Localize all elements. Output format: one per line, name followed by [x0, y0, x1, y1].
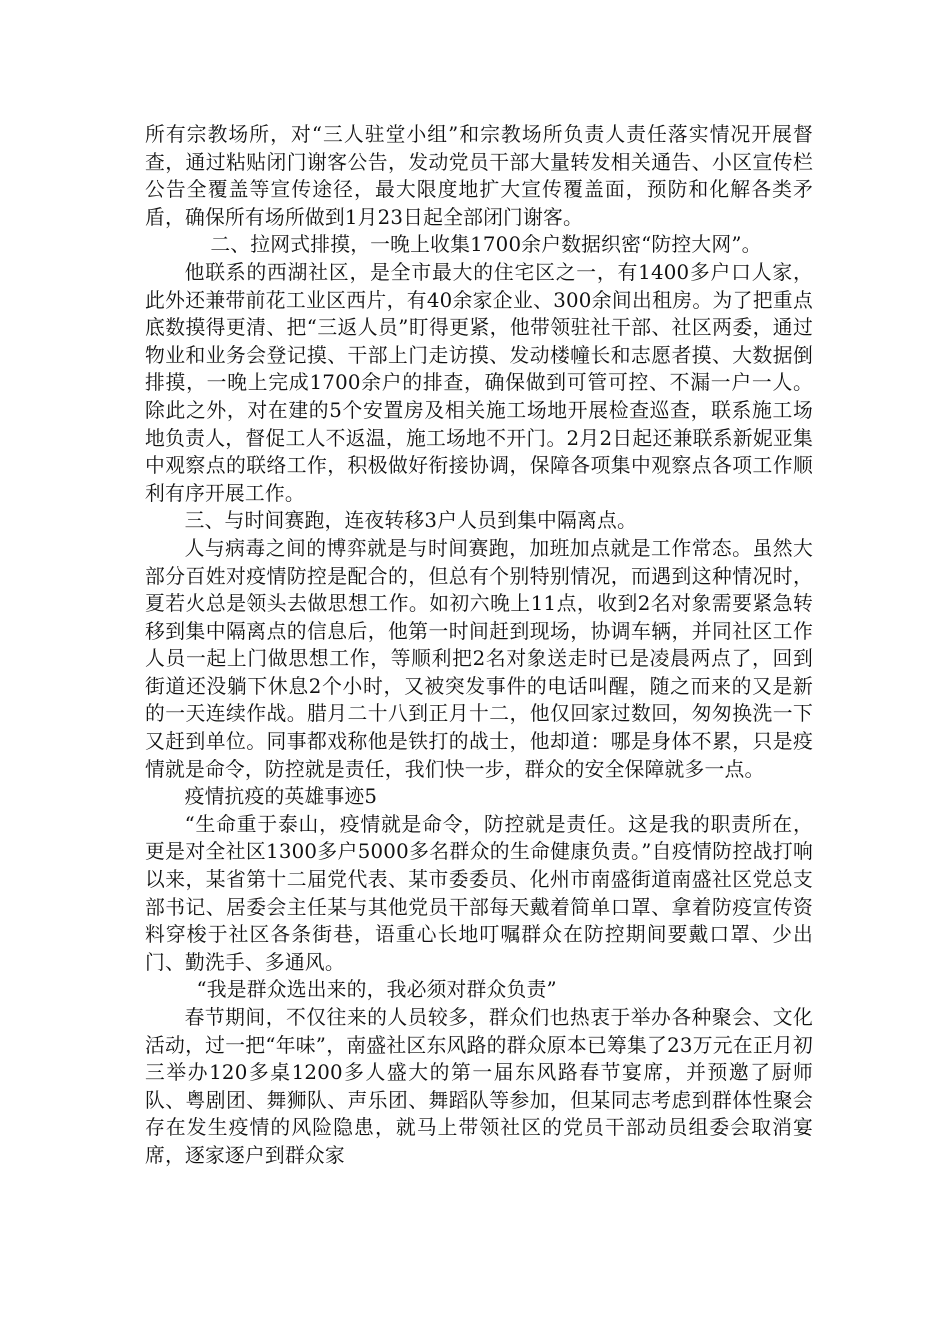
heading-section-2: 二、拉网式排摸，一晚上收集1700余户数据织密“防控大网”。: [210, 233, 762, 257]
paragraph-spring-festival: 春节期间，不仅往来的人员较多，群众们也热衷于举办各种聚会、文化活动，过一把“年味”，南盛社区东风路的群众原本已筹集了23万元在正月初三举办120多桌1200多人盛大的第一届东风路春节宴席，并预邀了厨师队、粤剧团、舞狮队、声乐团、舞蹈队等参加，但某同志考虑到群体性聚会存在发生疫情的风险隐患，就马上带领社区的党员干部动员组委会取消宴席，逐家逐户到群众家: [145, 1006, 813, 1167]
paragraph-race-against-time: 人与病毒之间的博弈就是与时间赛跑，加班加点就是工作常态。虽然大部分百姓对疫情防控是配合的，但总有个别特别情况，而遇到这种情况时，夏若火总是领头去做思想工作。如初六晚上11点，收到2名对象需要紧急转移到集中隔离点的信息后，他第一时间赶到现场，协调车辆，并同社区工作人员一起上门做思想工作，等顺利把2名对象送走时已是凌晨两点了，回到街道还没躺下休息2个小时，又被突发事件的电话叫醒，随之而来的又是新的一天连续作战。腊月二十八到正月十二，他仅回家过数回，匆匆换洗一下又赶到单位。同事都戏称他是铁打的战士，他却道：哪是身体不累，只是疫情就是命令，防控就是责任，我们快一步，群众的安全保障就多一点。: [145, 536, 813, 781]
paragraph-xihu-community: 他联系的西湖社区，是全市最大的住宅区之一，有1400多户口人家，此外还兼带前花工业区西片，有40余家企业、300余间出租房。为了把重点底数摸得更清、把“三返人员”盯得更紧，他带领驻社干部、社区两委，通过物业和业务会登记摸、干部上门走访摸、发动楼幢长和志愿者摸、大数据倒排摸，一晚上完成1700余户的排查，确保做到可管可控、不漏一户一人。除此之外，对在建的5个安置房及相关施工场地开展检查巡查，联系施工场地负责人，督促工人不返温，施工场地不开门。2月2日起还兼联系新妮亚集中观察点的联络工作，积极做好衔接协调，保障各项集中观察点各项工作顺利有序开展工作。: [145, 260, 813, 505]
paragraph-religious-sites: 所有宗教场所，对“三人驻堂小组”和宗教场所负责人责任落实情况开展督查，通过粘贴闭门谢客公告，发动党员干部大量转发相关通告、小区宣传栏公告全覆盖等宣传途径，最大限度地扩大宣传覆盖面，预防和化解各类矛盾，确保所有场所做到1月23日起全部闭门谢客。: [145, 123, 813, 229]
paragraph-life-above-all: “生命重于泰山，疫情就是命令，防控就是责任。这是我的职责所在，更是对全社区1300多户5000多名群众的生命健康负责。”自疫情防控战打响以来，某省第十二届党代表、某市委委员、化州市南盛街道南盛社区党总支部书记、居委会主任某与其他党员干部每天戴着简单口罩、拿着防疫宣传资料穿梭于社区各条街巷，语重心长地叮嘱群众在防控期间要戴口罩、少出门、勤洗手、多通风。: [145, 812, 813, 974]
subheading-responsible-to-masses: “我是群众选出来的，我必须对群众负责”: [196, 978, 557, 1002]
heading-hero-story-5: 疫情抗疫的英雄事迹5: [184, 785, 378, 809]
heading-section-3: 三、与时间赛跑，连夜转移3户人员到集中隔离点。: [184, 509, 637, 533]
document-page: [145, 121, 813, 1170]
